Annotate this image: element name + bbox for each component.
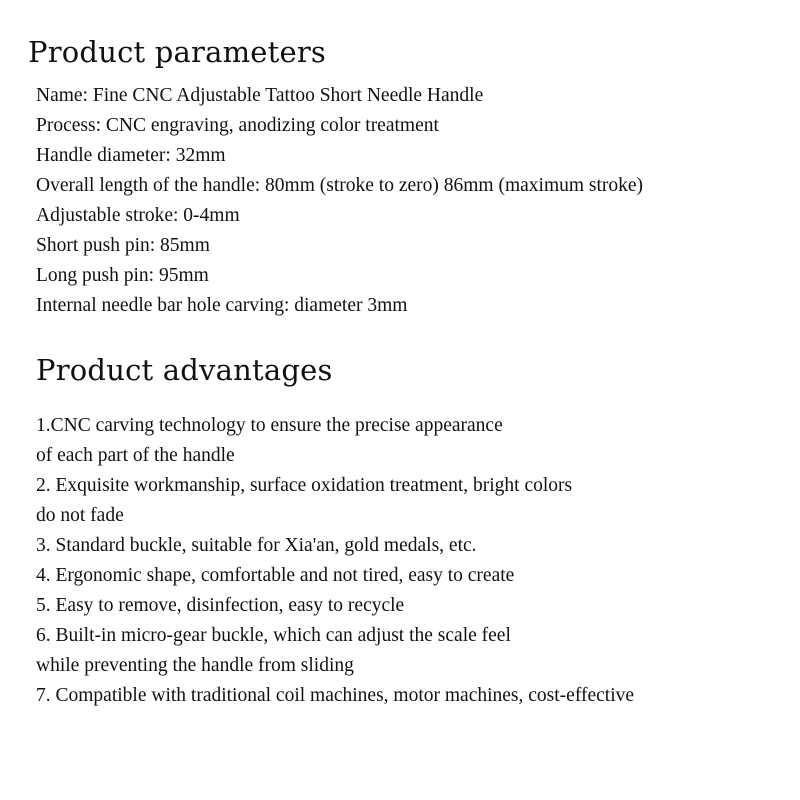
advantages-list [36,411,634,711]
parameter-process: Process: CNC engraving, anodizing color treatment [36,115,439,136]
advantage-line: 7. Compatible with traditional coil machines, motor machines, cost-effective [36,685,635,706]
parameter-name: Name: Fine CNC Adjustable Tattoo Short Needle Handle [36,85,484,106]
advantage-line: of each part of the handle [36,445,235,466]
advantage-line: do not fade [36,505,124,526]
advantages-heading: Product advantages [36,353,333,387]
parameter-handle-diameter: Handle diameter: 32mm [36,145,226,166]
parameter-overall-length: Overall length of the handle: 80mm (stroke to zero) 86mm (maximum stroke) [36,175,644,196]
parameters-list [36,81,643,321]
advantage-line: 4. Ergonomic shape, comfortable and not tired, easy to create [36,565,515,586]
parameter-adjustable-stroke: Adjustable stroke: 0-4mm [36,205,240,226]
advantage-line: while preventing the handle from sliding [36,655,354,676]
parameter-short-push-pin: Short push pin: 85mm [36,235,210,256]
advantage-line: 5. Easy to remove, disinfection, easy to recycle [36,595,405,616]
parameters-heading: Product parameters [28,35,327,69]
advantage-line: 2. Exquisite workmanship, surface oxidation treatment, bright colors [36,475,573,496]
advantage-line: 1.CNC carving technology to ensure the precise appearance [36,415,503,436]
advantage-line: 6. Built-in micro-gear buckle, which can adjust the scale feel [36,625,511,646]
advantage-line: 3. Standard buckle, suitable for Xia'an, gold medals, etc. [36,535,477,556]
parameter-needle-bar-hole: Internal needle bar hole carving: diameter 3mm [36,295,408,316]
parameter-long-push-pin: Long push pin: 95mm [36,265,209,286]
